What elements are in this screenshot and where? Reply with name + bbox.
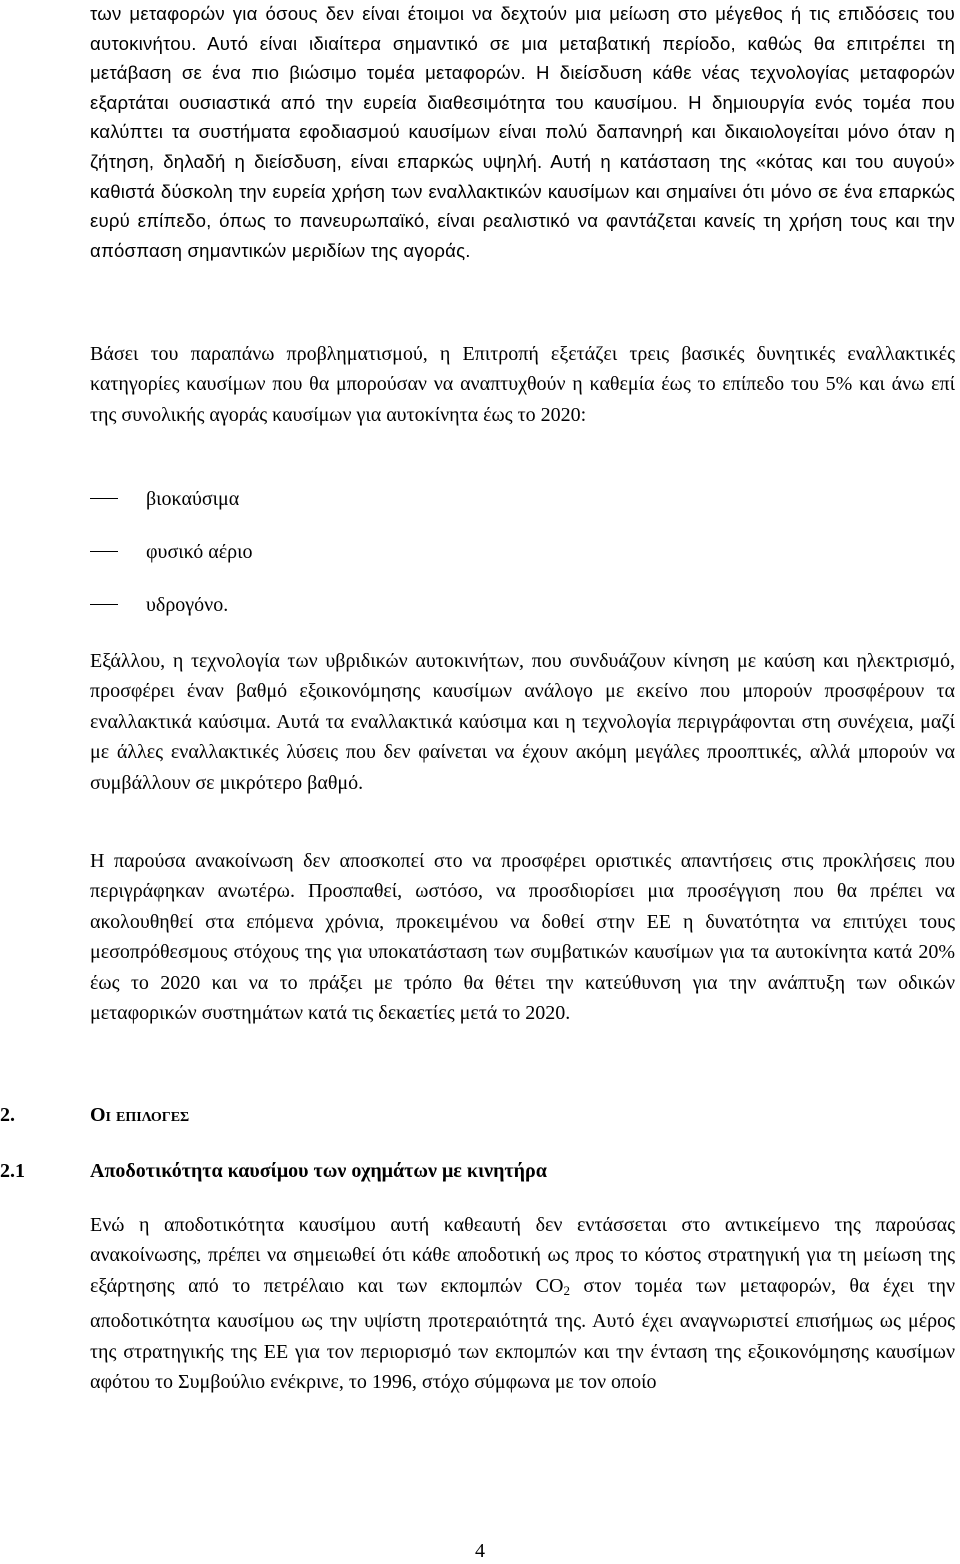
page-number: 4 bbox=[475, 1540, 485, 1562]
paragraph-communication-scope: Η παρούσα ανακοίνωση δεν αποσκοπεί στο να προσφέρει οριστικές απαντήσεις στις προκλήσεις που περιγράφηκαν ανωτέρω. Προσπαθεί, ωστόσο, να προσδιορίσει μια προσέγγιση που θα πρέπει να ακολουθηθεί στα επόμενα χρόνια, προκειμένου να δοθεί στην ΕΕ η δυνατότητα να επιτύχει τους μεσοπρόθεσμους στόχους της για υποκατάσταση των συμβατικών καυσίμων για τα αυτοκίνητα κατά 20% έως το 2020 και να το πράξει με τρόπο θα θέτει την κατεύθυνση για την ανάπτυξη των οδικών μεταφορικών συστημάτων κατά τις δεκαετίες μετά το 2020. bbox=[90, 850, 955, 1025]
section-title: Οι επιλογες bbox=[90, 1104, 190, 1126]
subsection-title: Αποδοτικότητα καυσίμου των οχημάτων με κινητήρα bbox=[90, 1160, 547, 1182]
paragraph-alternative-fuels: Βάσει του παραπάνω προβληματισμού, η Επιτροπή εξετάζει τρεις βασικές δυνητικές εναλλακτικές κατηγορίες καυσίμων που θα μπορούσαν να αναπτυχθούν η καθεμία έως το επίπεδο του 5% και άνω επί της συνολικής αγοράς καυσίμων για αυτοκίνητα έως το 2020: bbox=[90, 343, 955, 426]
dash-bullet bbox=[90, 498, 118, 500]
paragraph-fuel-efficiency: Ενώ η αποδοτικότητα καυσίμου αυτή καθεαυτή δεν εντάσσεται στο αντικείμενο της παρούσας ανακοίνωσης, πρέπει να σημειωθεί ότι κάθε αποδοτική ως προς το κόστος στρατηγική για τη μείωση της εξάρτησης από το πετρέλαιο και των εκπομπών $CO_2$ στον τομέα των μεταφορών, θα έχει την αποδοτικότητα καυσίμου ως την υψίστη προτεραιότητά της. Αυτό έχει αναγνωριστεί επισήμως ως μέρος της στρατηγικής της ΕΕ για τον περιορισμό των εκπομπών και την ένταση της εξοικονόμησης καυσίμων αφότου το Συμβούλιο ενέκρινε, το 1996, στόχο σύμφωνα με τον οποίο bbox=[90, 1214, 955, 1394]
dash-bullet bbox=[90, 551, 118, 553]
dash-bullet bbox=[90, 604, 118, 606]
section-number: 2. bbox=[0, 1104, 15, 1126]
list-item: υδρογόνο. bbox=[90, 590, 228, 620]
paragraph-transport-intro: των μεταφορών για όσους δεν είναι έτοιμοι να δεχτούν μια μείωση στο μέγεθος ή τις επιδόσεις του αυτοκινήτου. Αυτό είναι ιδιαίτερα σημαντικό σε μια μεταβατική περίοδο, καθώς θα επιτρέπει τη μετάβαση σε ένα πιο βιώσιμο τομέα μεταφορών. Η διείσδυση κάθε νέας τεχνολογίας μεταφορών εξαρτάται ουσιαστικά από την ευρεία διαθεσιμότητα του καυσίμου. Η δημιουργία ενός τομέα που καλύπτει τα συστήματα εφοδιασμού καυσίμων είναι πολύ δαπανηρή και δικαιολογείται μόνο όταν η ζήτηση, δηλαδή η διείσδυση, είναι επαρκώς υψηλή. Αυτή η κατάσταση της «κότας και του αυγού» καθιστά δύσκολη την ευρεία χρήση των εναλλακτικών καυσίμων και σημαίνει ότι μόνο σε ένα επαρκώς ευρύ επίπεδο, όπως το πανευρωπαϊκό, είναι ρεαλιστικό να φαντάζεται κανείς τη χρήση τους και την απόσπαση σημαντικών μεριδίων της αγοράς. bbox=[90, 3, 955, 261]
subsection-number: 2.1 bbox=[0, 1160, 25, 1182]
list-item: φυσικό αέριο bbox=[90, 537, 252, 567]
list-item: βιοκαύσιμα bbox=[90, 484, 239, 514]
paragraph-hybrid-technology: Εξάλλου, η τεχνολογία των υβριδικών αυτοκινήτων, που συνδυάζουν κίνηση με καύση και ηλεκτρισμό, προσφέρει έναν βαθμό εξοικονόμησης καυσίμων ανάλογο με εκείνο που μπορούν προσφέρουν τα εναλλακτικά καύσιμα. Αυτά τα εναλλακτικά καύσιμα και η τεχνολογία περιγράφονται στη συνέχεια, μαζί με άλλες εναλλακτικές λύσεις που δεν φαίνεται να έχουν ακόμη μεγάλες προοπτικές, αλλά μπορούν να συμβάλλουν σε μικρότερο βαθμό. bbox=[90, 650, 955, 794]
